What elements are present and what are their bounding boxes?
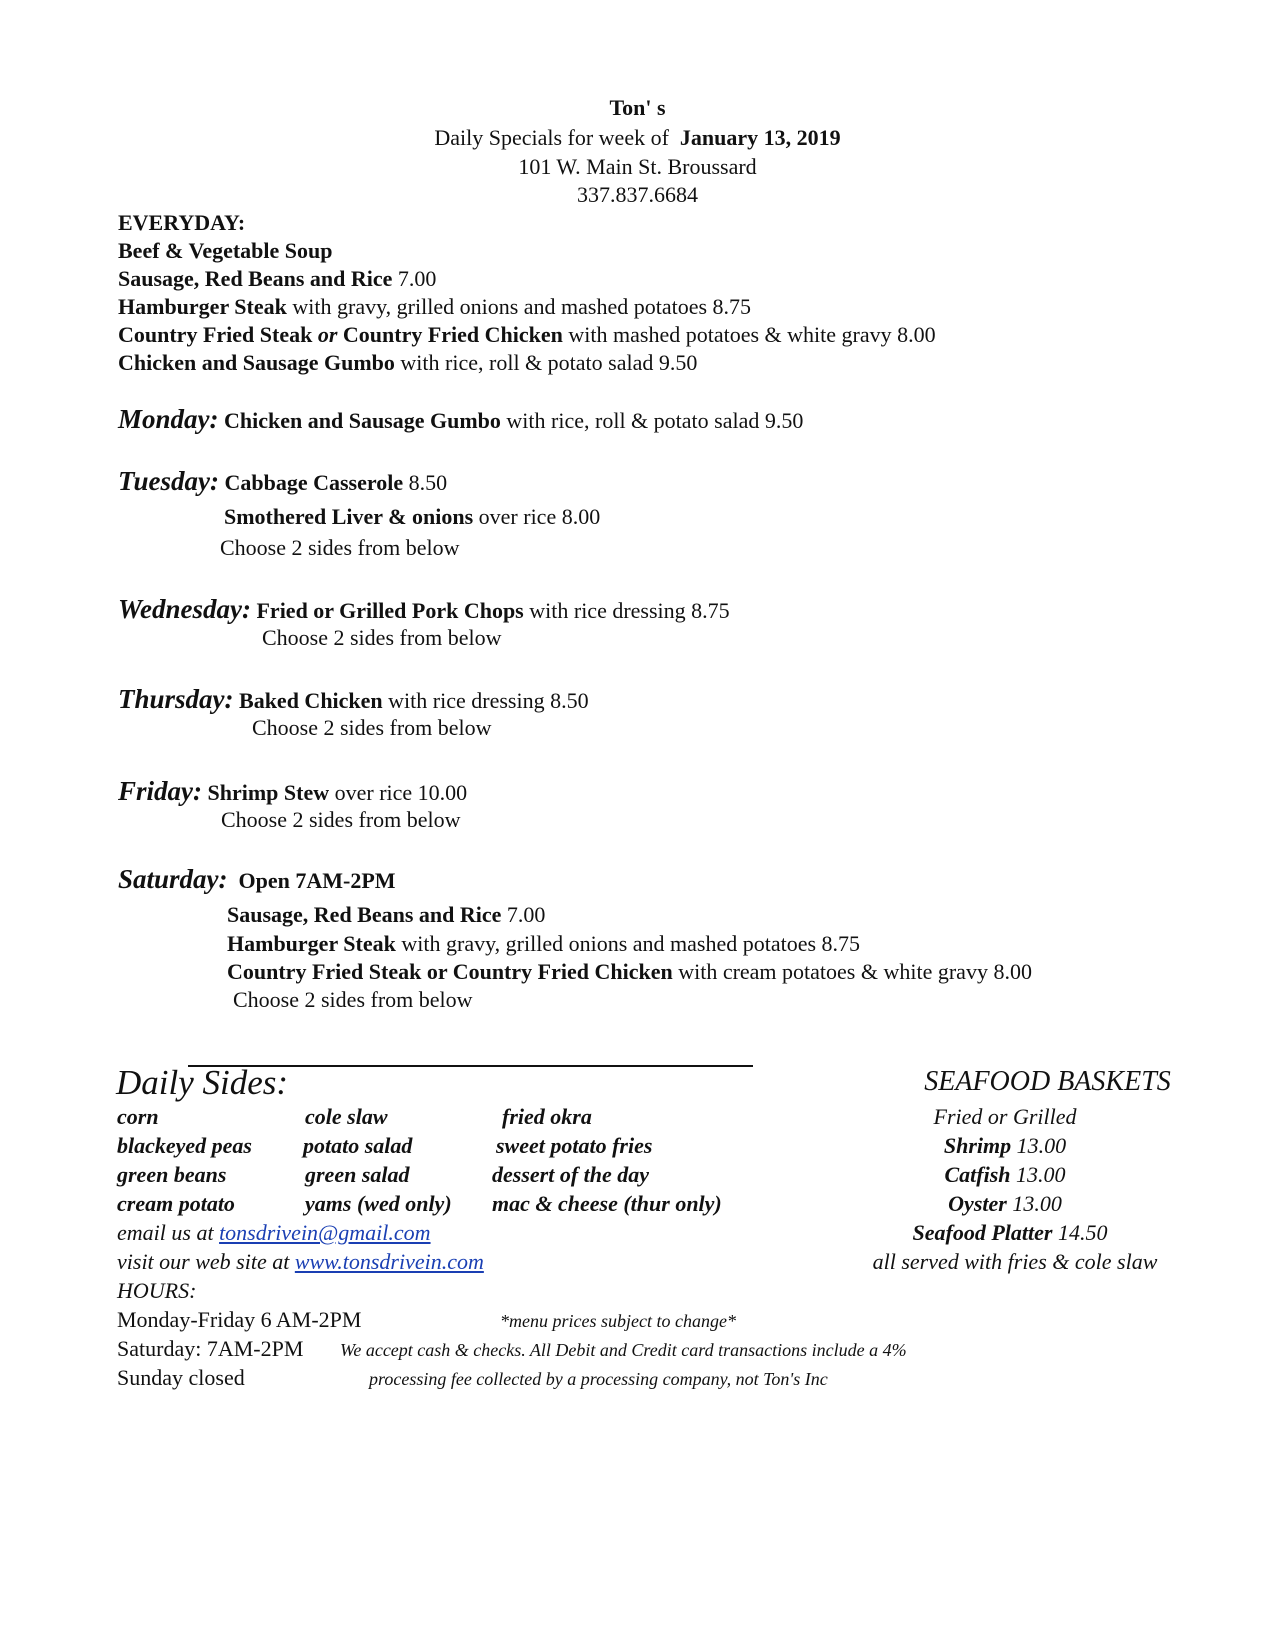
price-note: *menu prices subject to change* (500, 1311, 736, 1331)
item-name: Cabbage Casserole (224, 470, 404, 495)
item-name: Fried or Grilled Pork Chops (256, 598, 524, 623)
hours-weekday: Monday-Friday 6 AM-2PM (117, 1307, 362, 1332)
seafood-subtitle: Fried or Grilled (933, 1104, 1077, 1129)
address: 101 W. Main St. Broussard (518, 154, 757, 179)
day-label: Thursday: (118, 684, 234, 714)
item-desc: with rice, roll & potato salad 9.50 (394, 350, 698, 375)
side-item: corn (117, 1104, 159, 1129)
side-item: sweet potato fries (496, 1133, 653, 1158)
phone: 337.837.6684 (577, 182, 698, 207)
everyday-label: EVERYDAY: (118, 210, 246, 235)
hours-saturday: Saturday: 7AM-2PM (117, 1336, 304, 1361)
seafood-item (795, 1191, 1215, 1217)
website-link[interactable]: www.tonsdrivein.com (294, 1249, 484, 1274)
item-desc: over rice 8.00 (473, 504, 601, 529)
tuesday-special (118, 466, 447, 497)
email-prefix: email us at (117, 1220, 220, 1245)
day-label: Monday: (118, 404, 219, 434)
item-desc: with rice dressing 8.50 (382, 688, 589, 713)
item-name: Country Fried Steak or Country Fried Chicken (227, 959, 673, 984)
friday-sides-note: Choose 2 sides from below (221, 807, 461, 832)
side-item: green beans (117, 1162, 227, 1187)
everyday-item (118, 350, 697, 376)
thursday-special (118, 684, 589, 715)
item-desc: with mashed potatoes & white gravy 8.00 (562, 322, 936, 347)
item-price: 13.00 (1010, 1162, 1066, 1187)
daily-sides-title: Daily Sides: (116, 1063, 289, 1102)
saturday-item (227, 959, 1032, 985)
item-name: Hamburger Steak (227, 931, 396, 956)
tuesday-sides-note: Choose 2 sides from below (220, 535, 460, 560)
item-desc: over rice 10.00 (329, 780, 468, 805)
seafood-item (795, 1162, 1215, 1188)
day-label: Tuesday: (118, 466, 219, 496)
side-item: cole slaw (305, 1104, 388, 1129)
restaurant-name: Ton' s (609, 95, 666, 120)
item-name: Country Fried Steak (118, 322, 318, 347)
email-link[interactable]: tonsdrivein@gmail.com (219, 1220, 431, 1245)
side-item: mac & cheese (thur only) (492, 1191, 722, 1216)
seafood-title-text: SEAFOOD BASKETS (924, 1066, 1171, 1097)
tuesday-special-2 (224, 504, 600, 530)
item-desc: with rice dressing 8.75 (523, 598, 730, 623)
day-label: Friday: (118, 776, 202, 806)
everyday-item (118, 322, 936, 348)
item-price: 13.00 (1006, 1191, 1062, 1216)
email-line (117, 1220, 431, 1246)
side-item: fried okra (502, 1104, 592, 1129)
monday-special (118, 404, 803, 435)
item-desc: 7.00 (501, 902, 546, 927)
item-desc: with gravy, grilled onions and mashed potatoes 8.75 (395, 931, 861, 956)
website-prefix: visit our web site at (117, 1249, 295, 1274)
hours-label: HOURS: (117, 1278, 197, 1303)
item-name: Shrimp Stew (207, 780, 330, 805)
item-name: Sausage, Red Beans and Rice (227, 902, 502, 927)
item-name: Chicken and Sausage Gumbo (118, 350, 395, 375)
seafood-item (795, 1133, 1215, 1159)
item-name: Shrimp (943, 1133, 1012, 1158)
item-desc: with gravy, grilled onions and mashed potatoes 8.75 (286, 294, 752, 319)
saturday-heading (118, 864, 396, 895)
payment-note-2: processing fee collected by a processing company, not Ton's Inc (369, 1369, 828, 1389)
friday-special (118, 776, 467, 807)
seafood-item (800, 1220, 1220, 1246)
week-heading (0, 125, 1275, 151)
item-price: 13.00 (1011, 1133, 1067, 1158)
side-item: cream potato (117, 1191, 235, 1216)
item-price: 14.50 (1052, 1220, 1108, 1245)
wednesday-sides-note: Choose 2 sides from below (262, 625, 502, 650)
item-desc: 8.50 (403, 470, 448, 495)
item-desc: with rice, roll & potato salad 9.50 (500, 408, 804, 433)
item-or: or (317, 322, 338, 347)
seafood-footer: all served with fries & cole slaw (872, 1249, 1158, 1274)
hours-sunday: Sunday closed (117, 1365, 245, 1390)
website-line (117, 1249, 484, 1275)
item-name: Country Fried Chicken (337, 322, 563, 347)
side-item: dessert of the day (492, 1162, 650, 1187)
item-name: Baked Chicken (239, 688, 383, 713)
seafood-title (800, 1066, 1220, 1098)
saturday-sides-note: Choose 2 sides from below (233, 987, 473, 1012)
item-desc: 7.00 (392, 266, 437, 291)
item-name: Hamburger Steak (118, 294, 287, 319)
side-item: blackeyed peas (117, 1133, 252, 1158)
side-item: potato salad (303, 1133, 413, 1158)
item-name: Smothered Liver & onions (224, 504, 474, 529)
wednesday-special (118, 594, 730, 625)
week-date: January 13, 2019 (679, 125, 841, 150)
everyday-item (118, 238, 333, 264)
thursday-sides-note: Choose 2 sides from below (252, 715, 492, 740)
saturday-item (227, 902, 545, 928)
item-name: Beef & Vegetable Soup (118, 238, 333, 263)
day-label: Wednesday: (118, 594, 251, 624)
item-desc: with cream potatoes & white gravy 8.00 (672, 959, 1032, 984)
item-name: Catfish (944, 1162, 1011, 1187)
day-label: Saturday: (118, 864, 228, 894)
payment-note-1: We accept cash & checks. All Debit and Credit card transactions include a 4% (340, 1340, 907, 1360)
saturday-open-hours: Open 7AM-2PM (238, 868, 396, 893)
everyday-item (118, 266, 436, 292)
side-item: yams (wed only) (305, 1191, 452, 1216)
week-prefix: Daily Specials for week of (434, 125, 669, 150)
everyday-item (118, 294, 751, 320)
saturday-item (227, 931, 860, 957)
item-name: Seafood Platter (912, 1220, 1053, 1245)
side-item: green salad (305, 1162, 410, 1187)
item-name: Sausage, Red Beans and Rice (118, 266, 393, 291)
item-name: Oyster (948, 1191, 1007, 1216)
item-name: Chicken and Sausage Gumbo (224, 408, 501, 433)
